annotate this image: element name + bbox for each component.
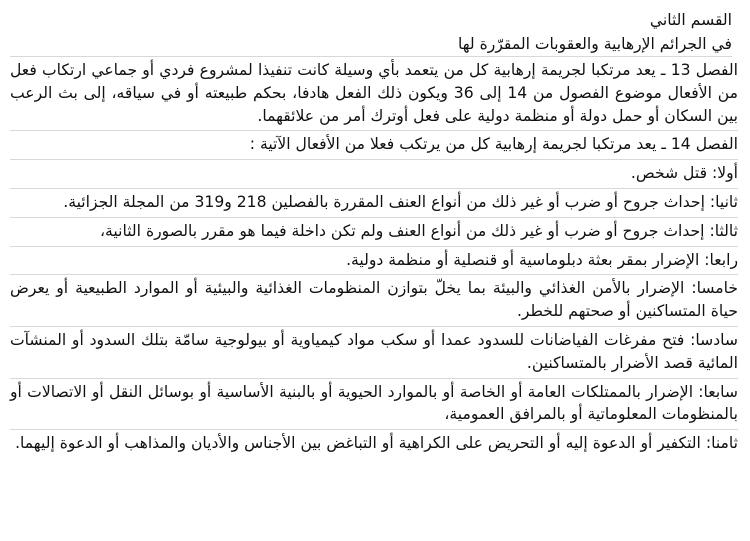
item-first-paragraph: أولا: قتل شخص. — [10, 160, 738, 189]
article-14-paragraph: الفصل 14 ـ يعد مرتكبا لجريمة إرهابية كل من يرتكب فعلا من الأفعال الآتية : — [10, 131, 738, 160]
section-subtitle: في الجرائم الإرهابية والعقوبات المقرّرة لها — [10, 32, 732, 57]
item-fourth-paragraph: رابعا: الإضرار بمقر بعثة دبلوماسية أو قنصلية أو منظمة دولية. — [10, 247, 738, 276]
section-title: القسم الثاني — [649, 11, 732, 29]
item-sixth-paragraph: سادسا: فتح مفرغات الفياضانات للسدود عمدا أو سكب مواد كيمياوية أو بيولوجية سامّة بتلك السدود أو المنشآت المائية قصد الأضرار بالمتساكنين. — [10, 327, 738, 379]
article-13-paragraph: الفصل 13 ـ يعد مرتكبا لجريمة إرهابية كل من يتعمد بأي وسيلة كانت تنفيذا لمشروع فردي أو جماعي ارتكاب فعل من الأفعال موضوع الفصول من 14 إلى 36 ويكون ذلك الفعل هادفا، بحكم طبيعته أو في سياقه، إلى بث الرعب بين السكان أو حمل دولة أو منظمة دولية على فعل أوترك أمر من علائقهما. — [10, 57, 738, 131]
item-fifth-paragraph: خامسا: الإضرار بالأمن الغذائي والبيئة بما يخلّ بتوازن المنظومات الغذائية والبيئية أو الموارد الطبيعية أو يعرض حياة المتساكنين أو صحتهم للخطر. — [10, 275, 738, 327]
item-seventh-paragraph: سابعا: الإضرار بالممتلكات العامة أو الخاصة أو بالموارد الحيوية أو بالبنية الأساسية أو بوسائل النقل أو الاتصالات أو بالمنظومات المعلوماتية أو بالمرافق العمومية، — [10, 379, 738, 431]
item-eighth-paragraph: ثامنا: التكفير أو الدعوة إليه أو التحريض على الكراهية أو التباغض بين الأجناس والأديان والمذاهب أو الدعوة إليهما. — [15, 434, 738, 453]
item-third-paragraph: ثالثا: إحداث جروح أو ضرب أو غير ذلك من أنواع العنف ولم تكن داخلة فيما هو مقرر بالصورة الثانية، — [10, 218, 738, 247]
item-second-paragraph: ثانيا: إحداث جروح أو ضرب أو غير ذلك من أنواع العنف المقررة بالفصلين 218 و319 من المجلة الجزائية. — [10, 189, 738, 218]
